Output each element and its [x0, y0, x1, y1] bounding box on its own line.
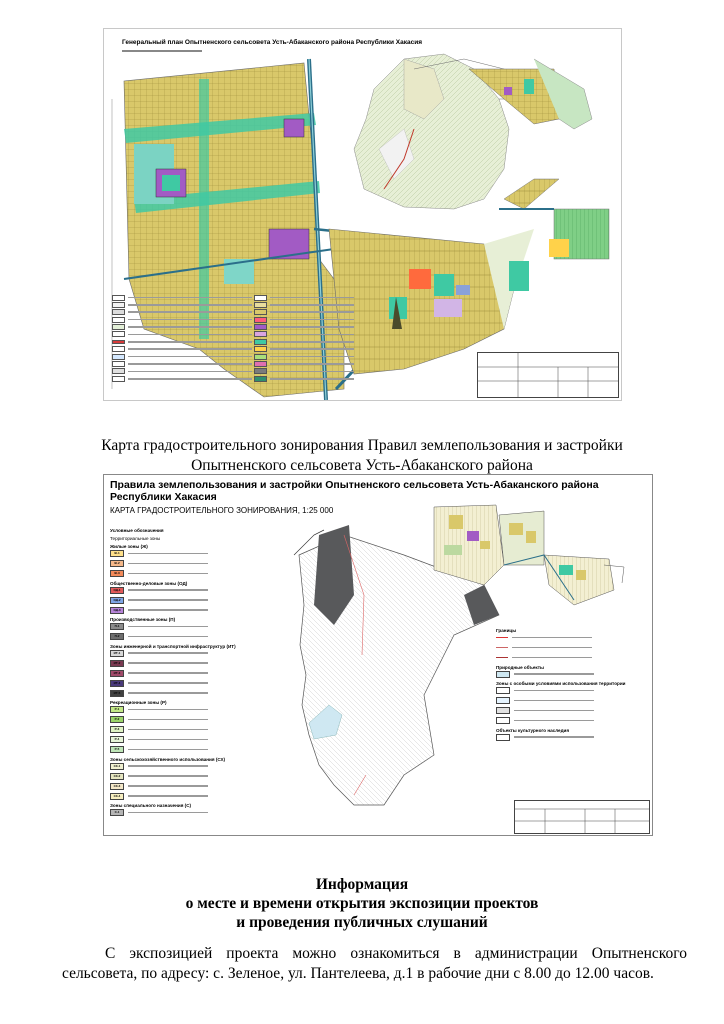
general-plan-legend-left [112, 295, 252, 395]
zoning-map-caption-line2: Опытненского сельсовета Усть-Абаканского района [191, 457, 533, 474]
legend-code: ОД-3 [110, 607, 124, 614]
info-heading: Информация [315, 876, 409, 893]
legend-code: СХ-2 [110, 773, 124, 780]
legend-code: СХ-3 [110, 783, 124, 790]
legend-code: Ж-2 [110, 560, 124, 567]
info-heading-line2: о месте и времени открытия экспозиции проектов [185, 895, 539, 912]
general-plan-title: Генеральный план Опытненского сельсовета Усть-Абаканского района Республики Хакасия [122, 39, 423, 46]
general-plan-legend-right [254, 295, 354, 395]
legend-code: Ж-3 [110, 570, 124, 577]
legend-code: ИТ-2 [110, 660, 124, 667]
legend-borders: Границы [496, 628, 517, 633]
legend-code: ОД-2 [110, 597, 124, 604]
legend-group-agricultural: Зоны сельскохозяйственного использования (СХ) [110, 756, 226, 762]
legend-group-recreation: Рекреационные зоны (Р) [110, 700, 167, 705]
legend-code: ИТ-4 [110, 680, 124, 687]
legend-heritage: Объекты культурного наследия [496, 727, 570, 733]
legend-group-public: Общественно-деловые зоны (ОД) [110, 580, 188, 586]
zoning-map-title-line2: Республики Хакасия [110, 491, 217, 503]
legend-code: П-2 [110, 633, 124, 640]
general-plan-map [103, 28, 622, 401]
legend-code: Р-1 [110, 706, 124, 713]
zoning-map-title-line1: Правила землепользования и застройки Опытненского сельсовета Усть-Абаканского района [110, 479, 599, 491]
legend-code: ОД-1 [110, 587, 124, 594]
legend-code: П-1 [110, 623, 124, 630]
zoning-map [103, 474, 653, 836]
legend-code: С-1 [110, 809, 124, 816]
legend-heading: Условные обозначения [110, 528, 164, 533]
legend-subheading: Территориальные зоны [110, 536, 161, 541]
legend-code: СХ-4 [110, 793, 124, 800]
legend-group-industrial: Производственные зоны (П) [110, 617, 176, 622]
legend-group-infrastructure: Зоны инженерной и транспортной инфраструктур (ИТ) [110, 643, 236, 649]
info-paragraph-text1: С экспозицией проекта можно ознакомиться в администрации Опытненского [105, 945, 687, 962]
zoning-map-title-block [514, 800, 650, 834]
zoning-map-caption-line1: Карта градостроительного зонирования Правил землепользования и застройки [101, 437, 623, 454]
info-paragraph-line1 [105, 944, 687, 964]
legend-code: ИТ-1 [110, 650, 124, 657]
legend-zouit: Зоны с особыми условиями использования территории [496, 681, 626, 686]
legend-code: Р-2 [110, 716, 124, 723]
legend-group-residential: Жилые зоны (Ж) [110, 544, 148, 549]
legend-code: ИТ-5 [110, 690, 124, 697]
general-plan-title-block [477, 352, 619, 398]
legend-code: Р-5 [110, 746, 124, 753]
legend-nature: Природные объекты [496, 664, 544, 670]
zoning-legend-right [496, 625, 646, 744]
legend-code: Ж-1 [110, 550, 124, 557]
legend-code: ИТ-3 [110, 670, 124, 677]
zoning-legend [110, 525, 260, 820]
zoning-map-scale: КАРТА ГРАДОСТРОИТЕЛЬНОГО ЗОНИРОВАНИЯ, 1:25 000 [110, 506, 334, 515]
legend-code: Р-3 [110, 726, 124, 733]
legend-code: СХ-1 [110, 763, 124, 770]
info-heading-line3: и проведения публичных слушаний [236, 914, 488, 931]
legend-code: Р-4 [110, 736, 124, 743]
legend-group-special: Зоны специального назначения (С) [110, 803, 192, 808]
info-paragraph-line2: сельсовета, по адресу: с. Зеленое, ул. Пантелеева, д.1 в рабочие дни с 8.00 до 12.00 часов. [62, 965, 654, 982]
